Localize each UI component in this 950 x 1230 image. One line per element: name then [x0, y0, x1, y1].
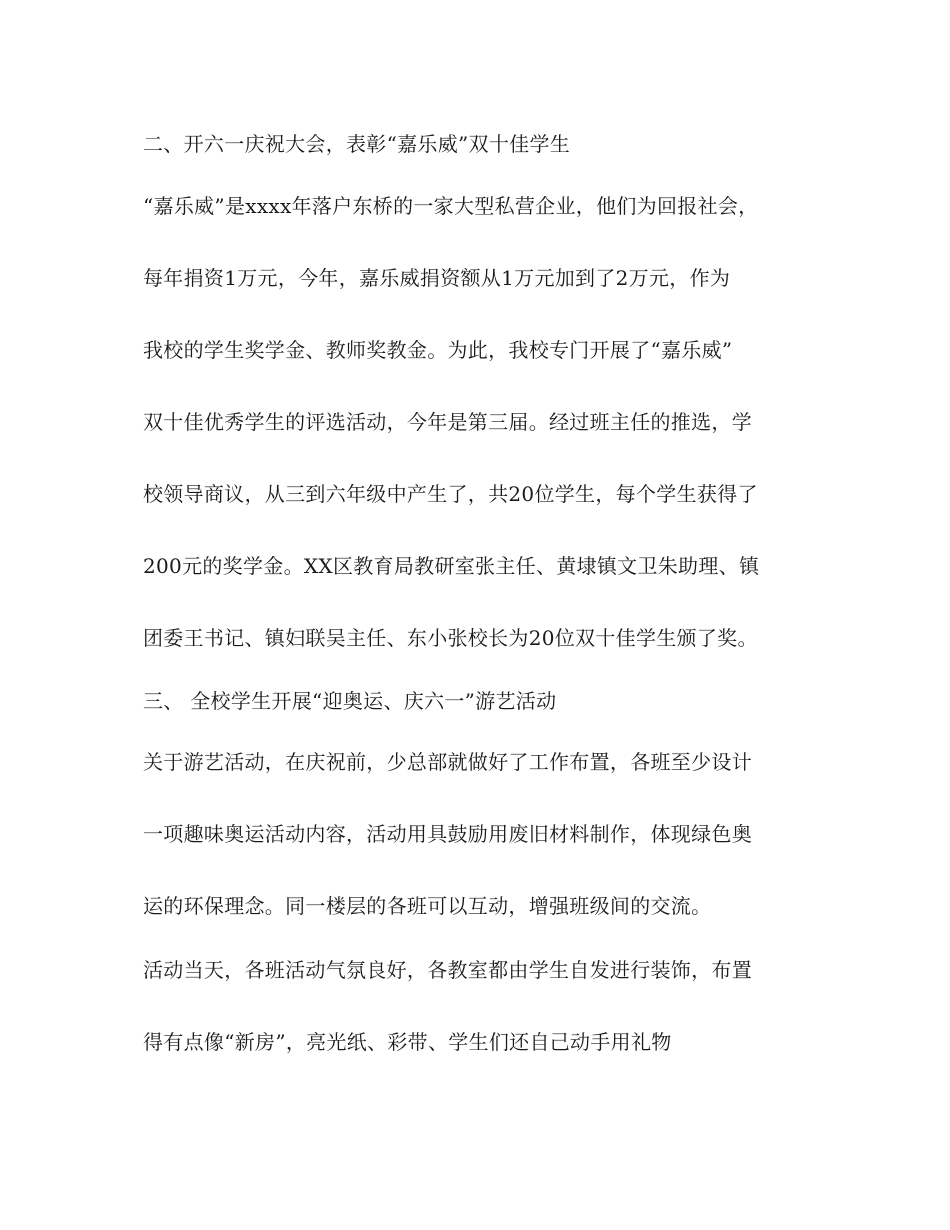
- paragraph-line: 团委王书记、镇妇联吴主任、东小张校长为20位双十佳学生颁了奖。: [143, 626, 758, 650]
- section-heading-3: 三、 全校学生开展“迎奥运、庆六一”游艺活动: [143, 689, 557, 713]
- paragraph-line: 活动当天，各班活动气氛良好，各教室都由学生自发进行装饰，布置: [143, 958, 752, 982]
- paragraph-line: 我校的学生奖学金、教师奖教金。为此，我校专门开展了“嘉乐威”: [143, 338, 733, 362]
- paragraph-line: 200元的奖学金。XX区教育局教研室张主任、黄埭镇文卫朱助理、镇: [143, 554, 760, 578]
- paragraph-line: 双十佳优秀学生的评选活动，今年是第三届。经过班主任的推选，学: [143, 410, 752, 434]
- paragraph-line: 运的环保理念。同一楼层的各班可以互动，增强班级间的交流。: [143, 894, 712, 918]
- section-heading-2: 二、开六一庆祝大会，表彰“嘉乐威”双十佳学生: [143, 132, 571, 156]
- paragraph-line: 一项趣味奥运活动内容，活动用具鼓励用废旧材料制作，体现绿色奥: [143, 822, 752, 846]
- paragraph-line: 每年捐资1万元，今年，嘉乐威捐资额从1万元加到了2万元，作为: [143, 266, 731, 290]
- paragraph-line: 关于游艺活动，在庆祝前，少总部就做好了工作布置，各班至少设计: [143, 750, 752, 774]
- paragraph-line: 校领导商议，从三到六年级中产生了，共20位学生，每个学生获得了: [143, 482, 758, 506]
- paragraph-line: “嘉乐威”是xxxx年落户东桥的一家大型私营企业，他们为回报社会，: [143, 194, 759, 218]
- paragraph-line: 得有点像“新房”，亮光纸、彩带、学生们还自己动手用礼物: [143, 1030, 672, 1054]
